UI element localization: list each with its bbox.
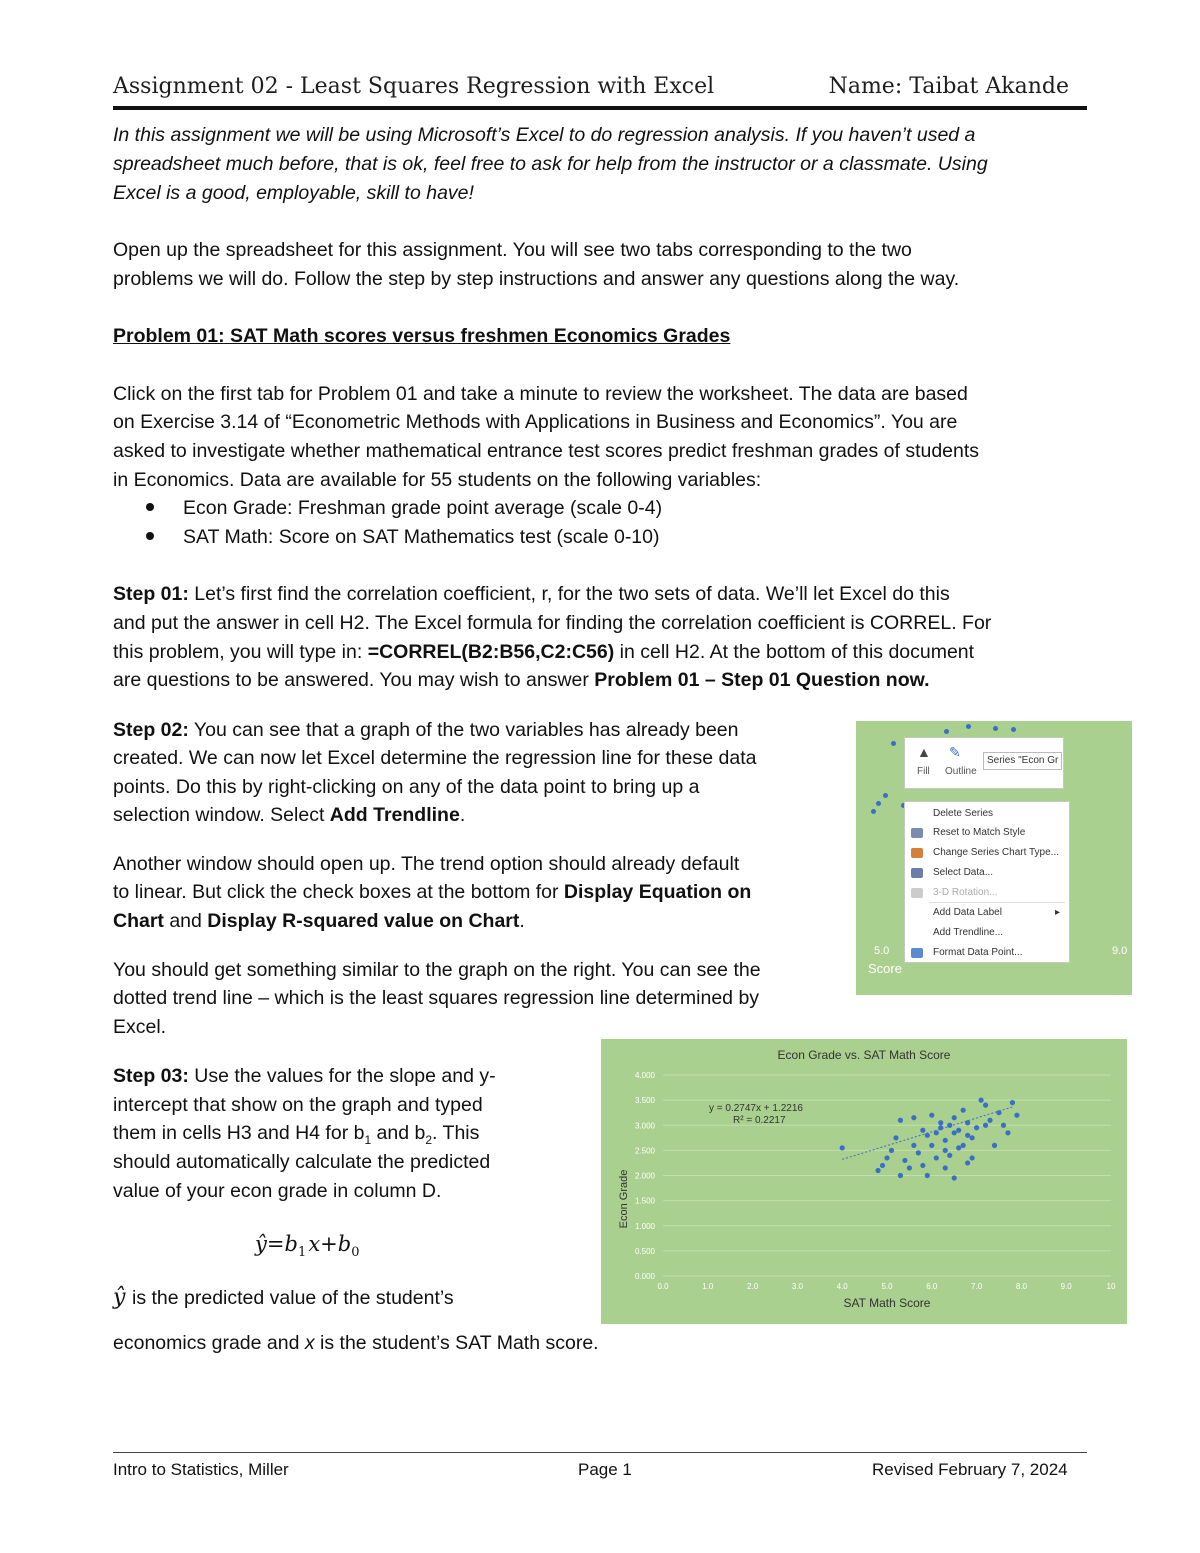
formula-plus: +: [320, 1232, 338, 1256]
problem-line-1: Click on the first tab for Problem 01 and take a minute to review the worksheet. The data are based: [113, 383, 968, 405]
formula-x: x: [308, 1232, 321, 1256]
data-point: [1010, 1100, 1015, 1105]
step01-text-4a: are questions to be answered. You may wish to answer: [113, 669, 595, 691]
intro-line-2: spreadsheet much before, that is ok, feel free to ask for help from the instructor or a classmate. Using: [113, 153, 988, 175]
intro-line-3: Excel is a good, employable, skill to have!: [113, 182, 474, 204]
x-axis-label: Score: [868, 961, 902, 976]
problem-line-2: on Exercise 3.14 of “Econometric Methods with Applications in Business and Economics”. You are: [113, 411, 958, 433]
step03-last-x: x: [304, 1332, 315, 1354]
data-point: [943, 1138, 948, 1143]
data-point: [947, 1153, 952, 1158]
step01-line-2: and put the answer in cell H2. The Excel formula for finding the correlation coefficient is CORREL. For: [113, 612, 992, 634]
rotation-icon: [911, 888, 923, 898]
data-point: [889, 1148, 894, 1153]
problem-heading: Problem 01: SAT Math scores versus freshmen Economics Grades: [113, 325, 731, 347]
step03-line-2: intercept that show on the graph and typed: [113, 1094, 483, 1116]
step01-text-3c: in cell H2. At the bottom of this document: [614, 641, 975, 663]
data-point: [929, 1113, 934, 1118]
formula-sub1: 1: [297, 1245, 307, 1261]
step02-para2-line-1: Another window should open up. The trend option should already default: [113, 853, 740, 875]
step01-line-4: [113, 666, 930, 695]
data-point: [996, 1110, 1001, 1115]
open-line-1: Open up the spreadsheet for this assignment. You will see two tabs corresponding to the two: [113, 239, 912, 261]
bg-point: [944, 729, 949, 734]
bg-point: [966, 724, 971, 729]
step02-text-4c: .: [459, 804, 466, 826]
format-mini-toolbar: [904, 737, 1064, 789]
bullet-econ-grade: Econ Grade: Freshman grade point average (scale 0-4): [183, 497, 663, 519]
x-tick-left: 5.0: [874, 945, 890, 957]
format-point-icon: [911, 948, 923, 958]
bg-point: [871, 809, 876, 814]
econ-chart: [601, 1039, 1127, 1324]
context-menu-screenshot: [856, 721, 1132, 995]
step02-line-3: points. Do this by right-clicking on any of the data point to bring up a: [113, 776, 700, 798]
data-point: [884, 1155, 889, 1160]
y-tick-label: 1.000: [634, 1221, 655, 1231]
formula-b0: b: [337, 1232, 352, 1256]
data-point: [983, 1103, 988, 1108]
data-point: [925, 1173, 930, 1178]
bg-point: [1011, 727, 1016, 732]
step03-text-3a: them in cells H3 and H4 for b: [113, 1122, 365, 1144]
outline-label[interactable]: Outline: [945, 766, 977, 777]
data-point: [970, 1135, 975, 1140]
correl-formula: =CORREL(B2:B56,C2:C56): [367, 641, 615, 663]
menu-add-trendline[interactable]: Add Trendline...: [933, 927, 1004, 938]
data-point: [920, 1128, 925, 1133]
menu-add-data-label[interactable]: Add Data Label: [933, 907, 1002, 918]
y-tick-label: 3.500: [634, 1096, 655, 1106]
data-point: [1014, 1113, 1019, 1118]
add-trendline-ref: Add Trendline: [329, 804, 460, 826]
y-tick-label: 2.000: [634, 1171, 655, 1181]
select-data-icon: [911, 868, 923, 878]
formula-b1: b: [284, 1232, 298, 1256]
data-point: [875, 1168, 880, 1173]
step02-para3-line-3: Excel.: [113, 1016, 167, 1038]
step02-para3-line-2: dotted trend line – which is the least squares regression line determined by: [113, 987, 760, 1009]
data-point: [925, 1133, 930, 1138]
menu-select-data[interactable]: Select Data...: [933, 867, 994, 878]
data-point: [965, 1133, 970, 1138]
menu-delete-series[interactable]: Delete Series: [933, 808, 994, 819]
chart-type-icon: [911, 848, 923, 858]
data-point: [978, 1098, 983, 1103]
step03-line-5: value of your econ grade in column D.: [113, 1180, 442, 1202]
data-point: [992, 1143, 997, 1148]
menu-format-data-point[interactable]: Format Data Point...: [933, 947, 1023, 958]
context-menu: [904, 801, 1070, 963]
open-line-2: problems we will do. Follow the step by step instructions and answer any questions along the way.: [113, 268, 960, 290]
data-point: [907, 1165, 912, 1170]
header-rule: [113, 106, 1087, 110]
step03-last-line: [113, 1329, 599, 1358]
student-name: Name: Taibat Akande: [828, 74, 1069, 99]
x-tick-label: 7.0: [971, 1282, 983, 1291]
r-squared-label: R² = 0.2217: [733, 1115, 786, 1126]
step01-text-3a: this problem, you will type in:: [113, 641, 368, 663]
submenu-arrow-icon: ▸: [1055, 907, 1061, 918]
x-tick-label: 4.0: [836, 1282, 848, 1291]
data-point: [1001, 1123, 1006, 1128]
data-point: [965, 1160, 970, 1165]
intro-line-1: In this assignment we will be using Microsoft’s Excel to do regression analysis. If you haven’t used a: [113, 124, 976, 146]
x-tick-right: 9.0: [1112, 945, 1128, 957]
data-point: [898, 1173, 903, 1178]
data-point: [961, 1108, 966, 1113]
question-ref: Problem 01 – Step 01 Question: [594, 669, 881, 691]
menu-reset-style[interactable]: Reset to Match Style: [933, 827, 1026, 838]
x-tick-label: 3.0: [791, 1282, 803, 1291]
display-equation-ref: Display Equation on: [563, 881, 752, 903]
trend-equation: y = 0.2747x + 1.2216: [709, 1103, 803, 1114]
bg-point: [876, 801, 881, 806]
formula-equals: =: [266, 1232, 285, 1256]
yhat-symbol: ŷ: [113, 1285, 126, 1310]
outline-pen-icon[interactable]: ✎: [949, 744, 961, 760]
bg-point: [883, 793, 888, 798]
data-point: [943, 1165, 948, 1170]
page-header: [113, 70, 1087, 110]
data-point: [947, 1123, 952, 1128]
data-point: [956, 1128, 961, 1133]
data-point: [911, 1115, 916, 1120]
data-point: [952, 1175, 957, 1180]
x-tick-label: 9.0: [1060, 1282, 1072, 1291]
step01-line-1: [113, 580, 950, 609]
fill-label[interactable]: Fill: [917, 766, 930, 777]
data-point: [956, 1145, 961, 1150]
data-point: [893, 1135, 898, 1140]
data-point: [880, 1163, 885, 1168]
y-tick-label: 0.000: [634, 1272, 655, 1281]
x-tick-label: 1.0: [702, 1282, 714, 1291]
step02-p2-and: and: [163, 910, 208, 932]
footer-page: Page 1: [578, 1460, 632, 1479]
data-point: [961, 1143, 966, 1148]
step02-para2-line-2: [113, 878, 751, 907]
x-tick-label: 8.0: [1015, 1282, 1027, 1291]
bullet-dot-1: [146, 503, 154, 511]
problem-line-4: in Economics. Data are available for 55 students on the following variables:: [113, 469, 762, 491]
step01-line-3: [113, 638, 974, 667]
data-point: [934, 1130, 939, 1135]
menu-separator: [929, 902, 1065, 903]
chart-ref: Chart: [113, 910, 164, 932]
step03-label: Step 03:: [113, 1065, 189, 1087]
x-tick-label: 6.0: [926, 1282, 938, 1291]
step03-line-1: [113, 1062, 496, 1091]
data-point: [840, 1145, 845, 1150]
step02-line-2: created. We can now let Excel determine the regression line for these data: [113, 747, 757, 769]
x-tick-label: 2.0: [747, 1282, 759, 1291]
step03-text-3c: . This: [432, 1122, 480, 1144]
data-point: [1005, 1130, 1010, 1135]
menu-change-chart-type[interactable]: Change Series Chart Type...: [933, 847, 1059, 858]
step03-line-4: should automatically calculate the predicted: [113, 1151, 491, 1173]
data-point: [938, 1120, 943, 1125]
footer-course: Intro to Statistics, Miller: [113, 1460, 289, 1479]
bg-point: [993, 726, 998, 731]
regression-formula: [255, 1232, 360, 1260]
problem-line-3: asked to investigate whether mathematical entrance test scores predict freshman grades of students: [113, 440, 980, 462]
fill-bucket-icon[interactable]: ▲: [917, 744, 931, 760]
data-point: [929, 1143, 934, 1148]
x-axis-label: SAT Math Score: [843, 1296, 931, 1310]
step03-text-3b: and b: [371, 1122, 426, 1144]
step02-para3-line-1: You should get something similar to the graph on the right. You can see the: [113, 959, 761, 981]
data-point: [965, 1120, 970, 1125]
data-point: [952, 1130, 957, 1135]
footer-rule: [113, 1452, 1087, 1453]
step03-text-1: Use the values for the slope and y-: [188, 1065, 496, 1087]
step02-text-1: You can see that a graph of the two variables has already been: [188, 719, 739, 741]
data-point: [983, 1123, 988, 1128]
x-tick-label: 5.0: [881, 1282, 893, 1291]
b1-subscript: 1: [364, 1132, 372, 1147]
data-point: [934, 1155, 939, 1160]
step02-p2-period: .: [519, 910, 525, 932]
data-point: [911, 1143, 916, 1148]
step02-para2-line-3: [113, 907, 525, 936]
data-point: [920, 1163, 925, 1168]
data-point: [943, 1148, 948, 1153]
display-rsq-ref: Display R-squared value on Chart: [207, 910, 520, 932]
formula-sub0: 0: [351, 1245, 360, 1261]
step02-label: Step 02:: [113, 719, 189, 741]
step02-line-4: [113, 801, 465, 830]
y-tick-label: 4.000: [634, 1071, 655, 1080]
x-tick-label: 10: [1106, 1282, 1116, 1291]
data-point: [902, 1158, 907, 1163]
step02-line-1: [113, 716, 739, 745]
y-tick-label: 1.500: [634, 1196, 655, 1206]
bg-point: [891, 741, 896, 746]
assignment-title: Assignment 02 - Least Squares Regression with Excel: [113, 74, 715, 99]
bullet-sat-math: SAT Math: Score on SAT Mathematics test (scale 0-10): [183, 526, 660, 548]
data-point: [974, 1125, 979, 1130]
footer-revised: Revised February 7, 2024: [872, 1460, 1068, 1479]
step01-label: Step 01:: [113, 583, 189, 605]
step01-text-1: Let’s first find the correlation coefficient, r, for the two sets of data. We’ll let Excel do this: [188, 583, 950, 605]
yhat-description: is the predicted value of the student’s: [132, 1287, 454, 1309]
scatter-plot: [601, 1039, 1127, 1324]
bullet-dot-2: [146, 532, 154, 540]
step02-text-4a: selection window. Select: [113, 804, 330, 826]
data-point: [938, 1125, 943, 1130]
step02-p2-text-a: to linear. But click the check boxes at the bottom for: [113, 881, 564, 903]
x-tick-label: 0.0: [657, 1282, 669, 1291]
menu-3d-rotation: 3-D Rotation...: [933, 887, 998, 898]
series-select[interactable]: Series "Econ Gr: [983, 752, 1062, 770]
data-point: [970, 1155, 975, 1160]
b2-subscript: 2: [425, 1132, 433, 1147]
data-point: [916, 1150, 921, 1155]
y-axis-label: Econ Grade: [618, 1169, 630, 1229]
y-tick-label: 3.000: [634, 1121, 655, 1131]
data-point: [898, 1118, 903, 1123]
step03-last-a: economics grade and: [113, 1332, 305, 1354]
data-point: [952, 1115, 957, 1120]
y-tick-label: 2.500: [634, 1146, 655, 1156]
data-point: [987, 1118, 992, 1123]
chart-title: Econ Grade vs. SAT Math Score: [777, 1048, 951, 1062]
y-tick-label: 0.500: [634, 1246, 655, 1256]
step01-text-4c: now.: [880, 669, 930, 691]
step03-last-b: is the student’s SAT Math score.: [314, 1332, 599, 1354]
reset-style-icon: [911, 828, 923, 838]
formula-yhat: ŷ: [255, 1232, 267, 1256]
